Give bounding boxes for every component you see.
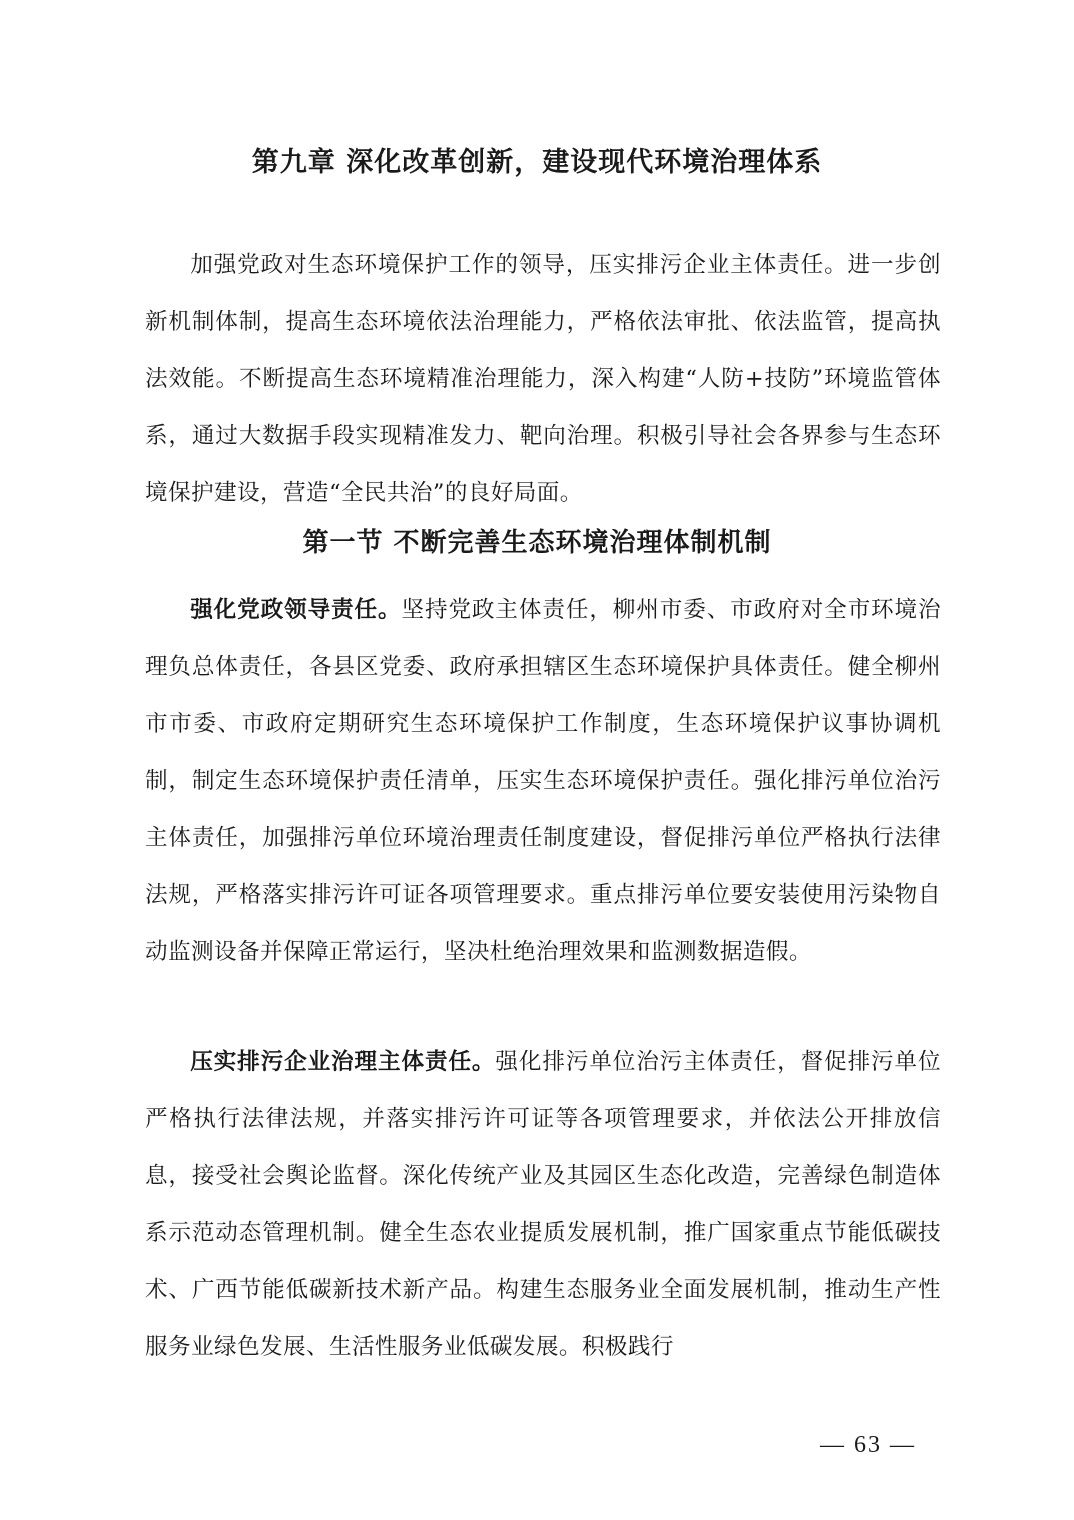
chapter-title: 第九章 深化改革创新，建设现代环境治理体系 (251, 147, 823, 178)
intro-paragraph: 加强党政对生态环境保护工作的领导，压实排污企业主体责任。进一步创新机制体制，提高生态环境依法治理能力，严格依法审批、依法监管，提高执法效能。不断提高生态环境精准治理能力，深入构建“人防+技防”环境监管体系，通过大数据手段实现精准发力、靶向治理。积极引导社会各界参与生态环境保护建设，营造“全民共治”的良好局面。 (145, 252, 941, 506)
paragraph-lead-heading: 压实排污企业治理主体责任。 (190, 1049, 496, 1075)
paragraph-body-text: 强化排污单位治污主体责任，督促排污单位严格执行法律法规，并落实排污许可证等各项管理要求，并依法公开排放信息，接受社会舆论监督。深化传统产业及其园区生态化改造，完善绿色制造体系示范动态管理机制。健全生态农业提质发展机制，推广国家重点节能低碳技术、广西节能低碳新技术新产品。构建生态服务业全面发展机制，推动生产性服务业绿色发展、生活性服务业低碳发展。积极践行 (145, 1049, 941, 1360)
section-title: 第一节 不断完善生态环境治理体制机制 (302, 528, 772, 558)
paragraph-party-leadership (145, 582, 941, 981)
page-number: — 63 — (820, 1432, 916, 1458)
paragraph-lead-heading: 强化党政领导责任。 (190, 597, 402, 623)
paragraph-enterprise-responsibility (145, 1034, 941, 1376)
paragraph-body-text: 坚持党政主体责任，柳州市委、市政府对全市环境治理负总体责任，各县区党委、政府承担辖区生态环境保护具体责任。健全柳州市市委、市政府定期研究生态环境保护工作制度，生态环境保护议事协调机制，制定生态环境保护责任清单，压实生态环境保护责任。强化排污单位治污主体责任，加强排污单位环境治理责任制度建设，督促排污单位严格执行法律法规，严格落实排污许可证各项管理要求。重点排污单位要安装使用污染物自动监测设备并保障正常运行，坚决杜绝治理效果和监测数据造假。 (145, 597, 942, 965)
